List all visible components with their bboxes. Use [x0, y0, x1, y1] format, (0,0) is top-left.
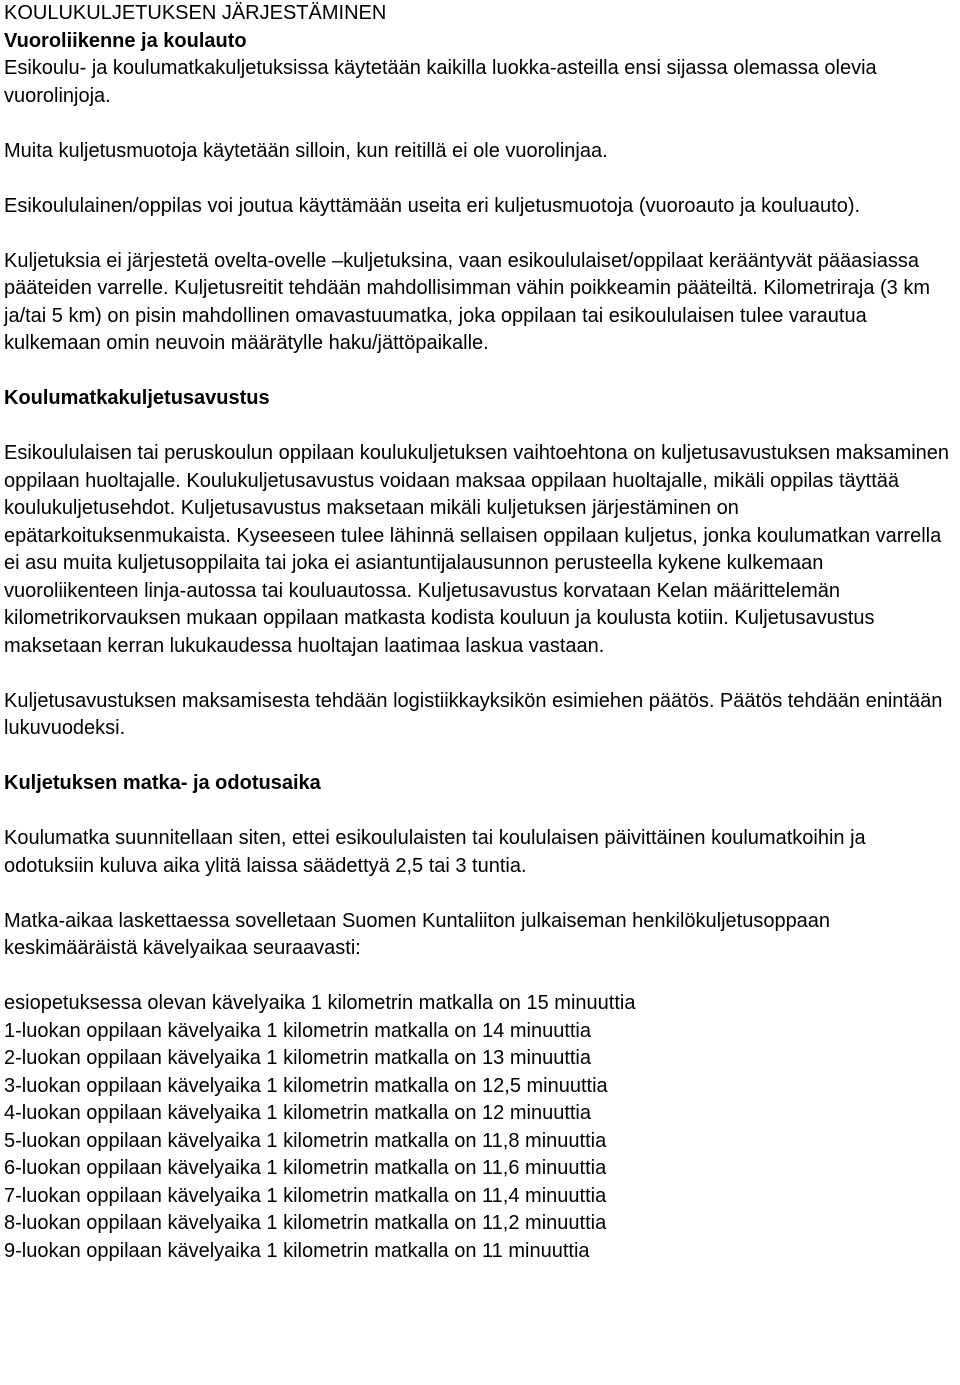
spacer: [4, 220, 954, 248]
list-item: 9-luokan oppilaan kävelyaika 1 kilometrin matkalla on 11 minuuttia: [4, 1239, 590, 1262]
spacer: [4, 413, 954, 441]
spacer: [4, 358, 954, 386]
section-heading-matka-ja-odotusaika: Kuljetuksen matka- ja odotusaika: [4, 772, 321, 794]
paragraph: Esikoululaisen tai peruskoulun oppilaan koulukuljetuksen vaihtoehtona on kuljetusavustuksen maksaminen oppilaan huoltajalle. Koulukuljetusavustus voidaan maksaa oppilaan huoltajalle, mikäli oppilas täyttää koulukuljetusehdot. Kuljetusavustus maksetaan mikäli kuljetuksen järjestäminen on epätarkoituksenmukaista. Kyseeseen tulee lähinnä sellaisen oppilaan kuljetus, jonka koulumatkan varrella ei asu muita kuljetusoppilaita tai joka ei asiantuntijalausunnon perusteella kykene kulkemaan vuoroliikenteen linja-autossa tai kouluautossa. Kuljetusavustus korvataan Kelan määrittelemän kilometrikorvauksen mukaan oppilaan matkasta kodista kouluun ja koulusta kotiin. Kuljetusavustus maksetaan kerran lukukaudessa huoltajan laatimaa laskua vastaan.: [4, 442, 950, 657]
paragraph: Muita kuljetusmuotoja käytetään silloin, kun reitillä ei ole vuorolinjaa.: [4, 139, 608, 162]
list-item: 2-luokan oppilaan kävelyaika 1 kilometrin matkalla on 13 minuuttia: [4, 1047, 591, 1069]
list-item: 6-luokan oppilaan kävelyaika 1 kilometrin matkalla on 11,6 minuuttia: [4, 1157, 607, 1179]
section-heading-koulumatkakuljetusavustus: Koulumatkakuljetusavustus: [4, 387, 270, 409]
paragraph: Koulumatka suunnitellaan siten, ettei esikoululaisten tai koululaisen päivittäinen koulumatkoihin ja odotuksiin kuluva aika ylitä laissa säädettyä 2,5 tai 3 tuntia.: [4, 827, 866, 877]
paragraph: Kuljetusavustuksen maksamisesta tehdään logistiikkayksikön esimiehen päätös. Päätös tehdään enintään lukuvuodeksi.: [4, 689, 943, 739]
spacer: [4, 798, 954, 826]
list-item: esiopetuksessa olevan kävelyaika 1 kilometrin matkalla on 15 minuuttia: [4, 992, 636, 1014]
spacer: [4, 880, 954, 908]
document-title: KOULUKULJETUKSEN JÄRJESTÄMINEN: [4, 2, 387, 24]
spacer: [4, 963, 954, 991]
list-item: 1-luokan oppilaan kävelyaika 1 kilometrin matkalla on 14 minuuttia: [4, 1019, 591, 1042]
paragraph: Matka-aikaa laskettaessa sovelletaan Suomen Kuntaliiton julkaiseman henkilökuljetusoppaan keskimääräistä kävelyaikaa seuraavasti:: [4, 909, 831, 959]
walking-time-list: [4, 990, 954, 1265]
list-item: 3-luokan oppilaan kävelyaika 1 kilometrin matkalla on 12,5 minuuttia: [4, 1074, 608, 1097]
paragraph: Esikoulu- ja koulumatkakuljetuksissa käytetään kaikilla luokka-asteilla ensi sijassa olemassa olevia vuorolinjoja.: [4, 57, 877, 107]
spacer: [4, 110, 954, 138]
spacer: [4, 660, 954, 688]
paragraph: Esikoululainen/oppilas voi joutua käyttämään useita eri kuljetusmuotoja (vuoroauto ja kouluauto).: [4, 194, 861, 217]
spacer: [4, 743, 954, 771]
list-item: 5-luokan oppilaan kävelyaika 1 kilometrin matkalla on 11,8 minuuttia: [4, 1129, 607, 1152]
list-item: 4-luokan oppilaan kävelyaika 1 kilometrin matkalla on 12 minuuttia: [4, 1102, 591, 1124]
section-heading-vuoroliikenne: Vuoroliikenne ja koulauto: [4, 29, 247, 52]
list-item: 8-luokan oppilaan kävelyaika 1 kilometrin matkalla on 11,2 minuuttia: [4, 1212, 607, 1234]
document-page: [4, 0, 954, 1265]
spacer: [4, 165, 954, 193]
list-item: 7-luokan oppilaan kävelyaika 1 kilometrin matkalla on 11,4 minuuttia: [4, 1184, 607, 1207]
paragraph: Kuljetuksia ei järjestetä ovelta-ovelle –kuljetuksina, vaan esikoululaiset/oppilaat kerääntyvät pääasiassa pääteiden varrelle. Kuljetusreitit tehdään mahdollisimman vähin poikkeamin pääteiltä. Kilometriraja (3 km ja/tai 5 km) on pisin mahdollinen omavastuumatka, joka oppilaan tai esikoululaisen tulee varautua kulkemaan omin neuvoin määrätylle haku/jättöpaikalle.: [4, 249, 931, 354]
